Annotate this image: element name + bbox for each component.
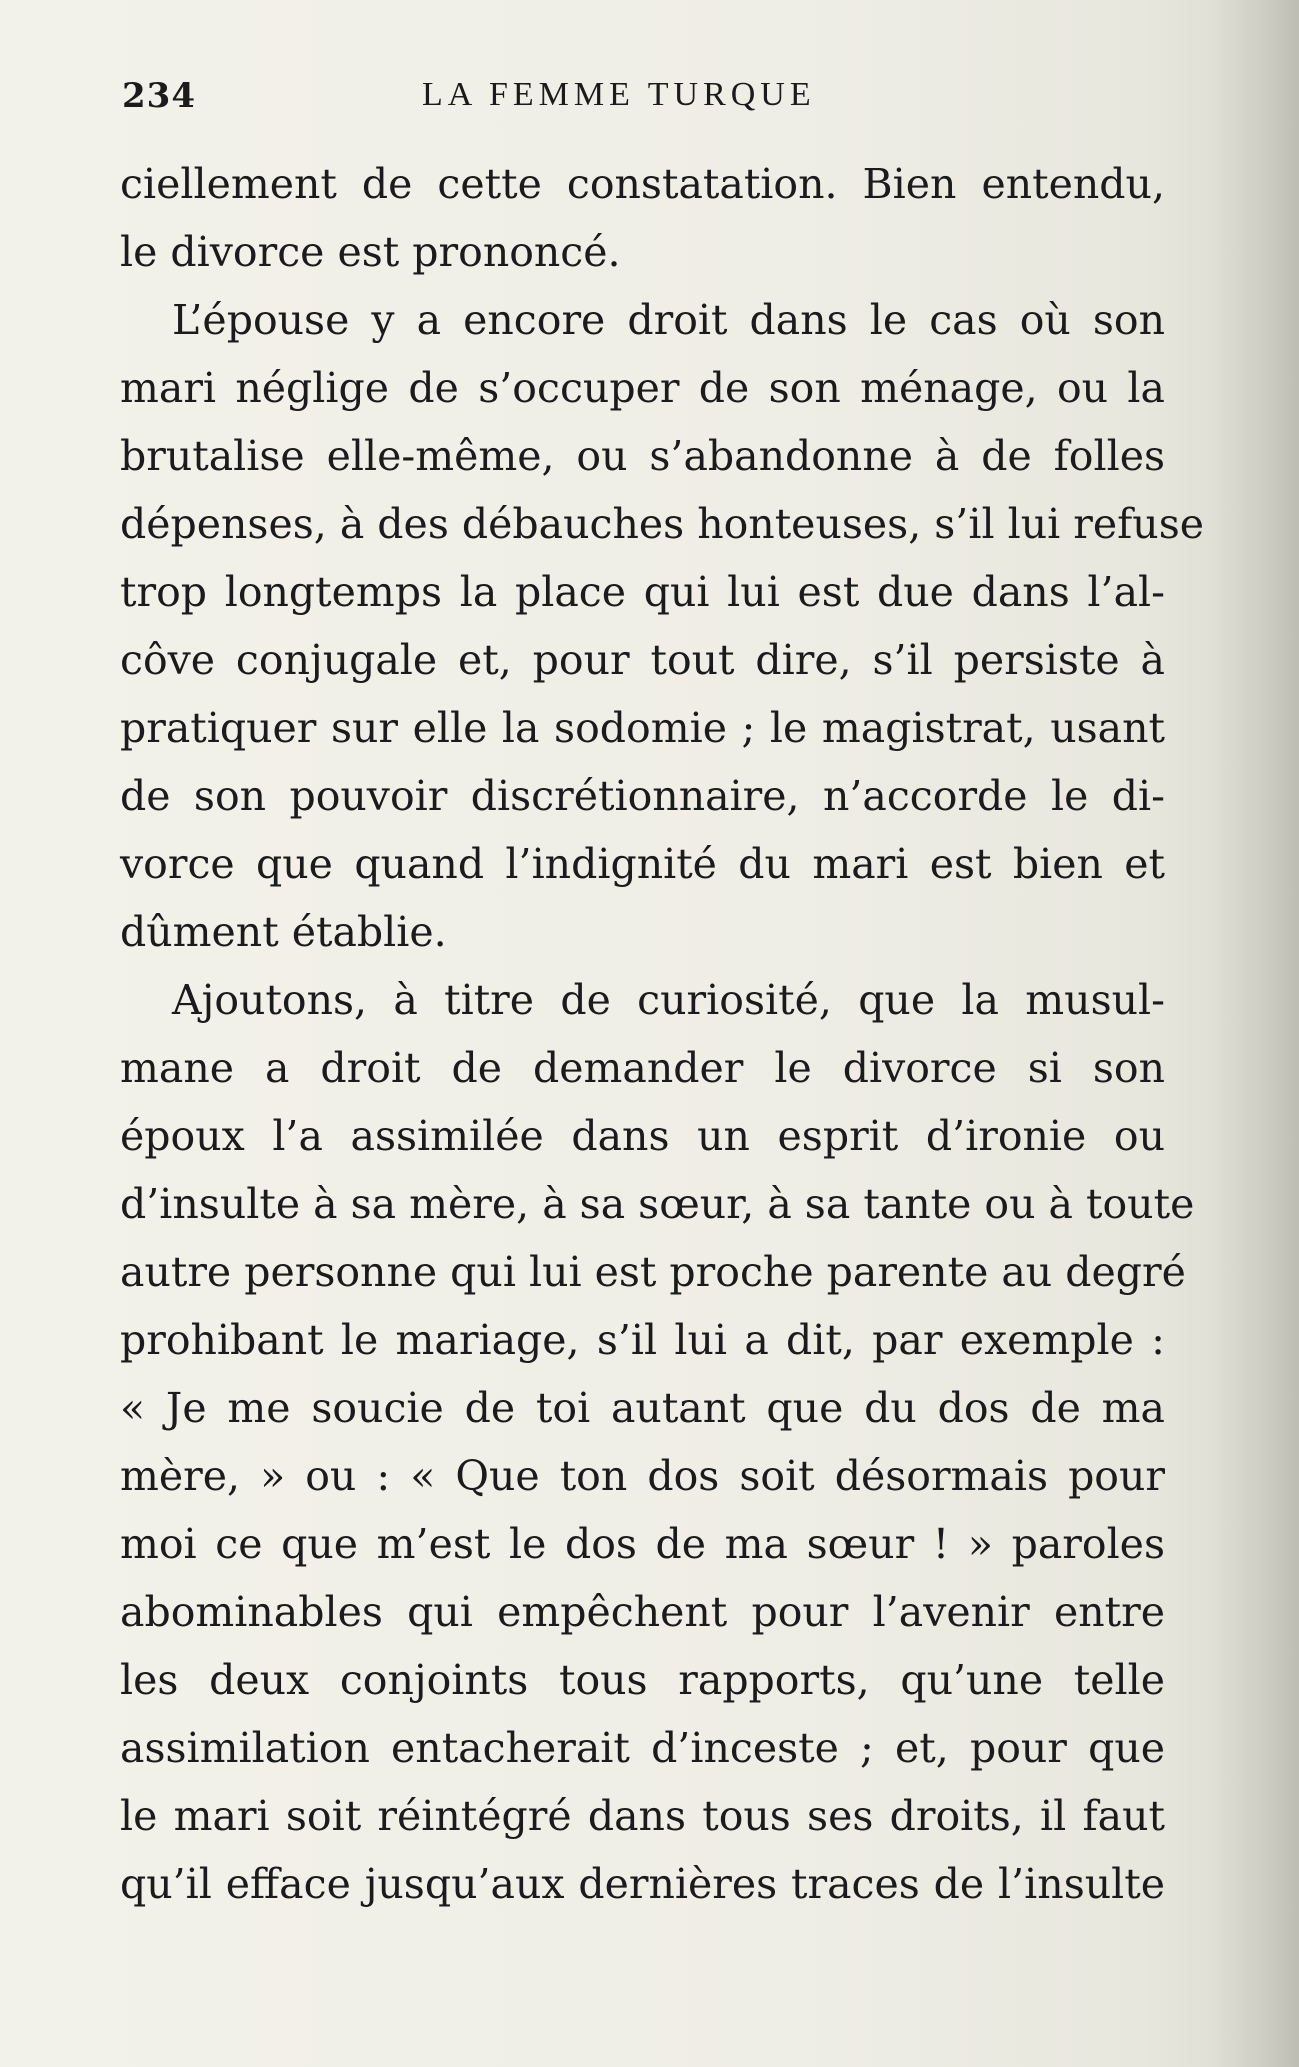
text-line: assimilation entacherait d’inceste ; et, pour que [120, 1724, 1165, 1772]
paragraph-1 [120, 150, 1165, 286]
text-line: abominables qui empêchent pour l’avenir entre [120, 1588, 1165, 1636]
text-line: Ajoutons, à titre de curiosité, que la musul- [172, 976, 1165, 1024]
text-line: les deux conjoints tous rapports, qu’une telle [120, 1656, 1165, 1704]
running-head [122, 70, 1164, 120]
text-line: époux l’a assimilée dans un esprit d’ironie ou [120, 1112, 1165, 1160]
text-line: de son pouvoir discrétionnaire, n’accorde le di- [120, 772, 1165, 820]
running-title: LA FEMME TURQUE [422, 76, 816, 113]
text-line: côve conjugale et, pour tout dire, s’il persiste à [120, 636, 1165, 684]
text-line: dépenses, à des débauches honteuses, s’il lui refuse [120, 500, 1204, 548]
body-text [120, 150, 1204, 1918]
text-line: dûment établie. [120, 908, 447, 956]
text-line: pratiquer sur elle la sodomie ; le magistrat, usant [120, 704, 1165, 752]
text-line: moi ce que m’est le dos de ma sœur ! » paroles [120, 1520, 1165, 1568]
text-line: « Je me soucie de toi autant que du dos de ma [120, 1384, 1165, 1432]
text-line: d’insulte à sa mère, à sa sœur, à sa tante ou à toute [120, 1180, 1195, 1228]
text-line: le mari soit réintégré dans tous ses droits, il faut [120, 1792, 1165, 1840]
page-number: 234 [122, 76, 196, 116]
text-line: mère, » ou : « Que ton dos soit désormais pour [120, 1452, 1165, 1500]
text-line: L’épouse y a encore droit dans le cas où son [172, 296, 1165, 344]
text-line: ciellement de cette constatation. Bien entendu, [120, 160, 1165, 208]
text-line: vorce que quand l’indignité du mari est bien et [120, 840, 1165, 888]
page-edge-shadow [1209, 0, 1299, 2067]
text-line: autre personne qui lui est proche parente au degré [120, 1248, 1186, 1296]
text-line: trop longtemps la place qui lui est due dans l’al- [120, 568, 1165, 616]
paragraph-2 [120, 286, 1204, 966]
text-line: prohibant le mariage, s’il lui a dit, par exemple : [120, 1316, 1165, 1364]
text-line: mari néglige de s’occuper de son ménage, ou la [120, 364, 1165, 412]
text-line: mane a droit de demander le divorce si son [120, 1044, 1165, 1092]
paragraph-3 [120, 966, 1195, 1918]
text-line: brutalise elle-même, ou s’abandonne à de folles [120, 432, 1165, 480]
text-line: le divorce est prononcé. [120, 228, 621, 276]
text-line: qu’il efface jusqu’aux dernières traces de l’insulte [120, 1860, 1165, 1908]
